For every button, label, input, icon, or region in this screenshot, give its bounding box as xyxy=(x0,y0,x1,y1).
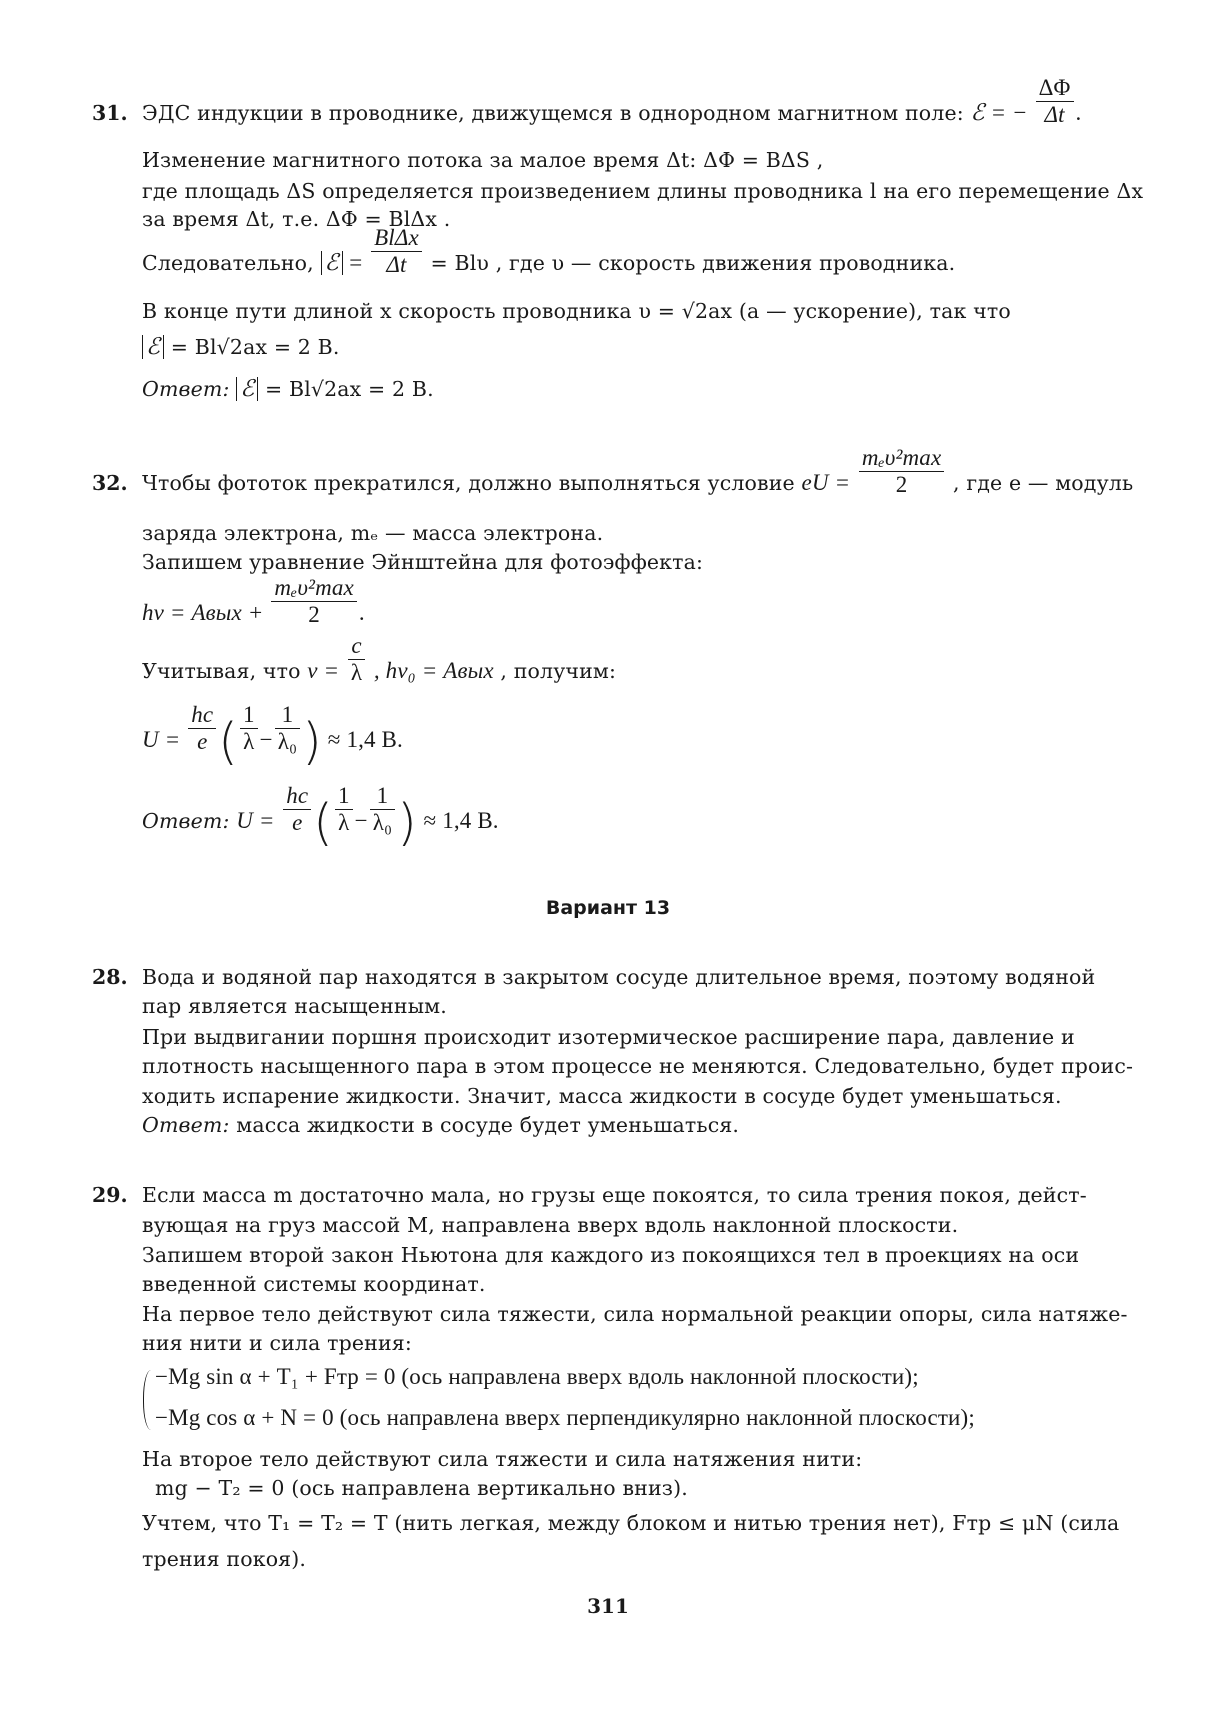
p28-answer: Ответ: масса жидкости в сосуде будет уменьшаться. xyxy=(142,1113,740,1137)
p32-einstein-equation: hν = Aвых + $\frac{\text{mₑυ²max}}{2}$ . xyxy=(142,575,365,628)
p32-line-1: Чтобы фототок прекратился, должно выполняться условие eU = $\frac{\text{mₑυ²max}}{2}$ , где e — модуль xyxy=(142,445,1134,497)
p29-system-eq-1: −Mg sin α + T₁ + Fтр = 0 (ось направлена вверх вдоль наклонной плоскости); xyxy=(155,1364,919,1389)
p31-line-5: Следовательно, ℰ = $\frac{\text{BlΔx}}{\Delta t}$ = Blυ , где υ — скорость движения проводника. xyxy=(142,225,956,277)
p29-line-10: mg − T₂ = 0 (ось направлена вертикально вниз). xyxy=(155,1476,688,1500)
p29-line-9: На второе тело действуют сила тяжести и сила натяжения нити: xyxy=(142,1447,863,1471)
p31-line-6: В конце пути длиной x скорость проводника υ = √2ax (a — ускорение), так что xyxy=(142,299,1011,323)
p29-line-6: ния нити и сила трения: xyxy=(142,1331,412,1355)
problem-number-31: 31. xyxy=(92,101,128,125)
p29-line-4: введенной системы координат. xyxy=(142,1272,486,1296)
p31-line-1: ЭДС индукции в проводнике, движущемся в однородном магнитном поле: ℰ = − $\frac{\Delta\Phi}{\Delta t}$ . xyxy=(142,75,1082,128)
p29-line-1: Если масса m достаточно мала, но грузы еще покоятся, то сила трения покоя, дейст- xyxy=(142,1183,1087,1207)
p29-system-eq-2: −Mg cos α + N = 0 (ось направлена вверх перпендикулярно наклонной плоскости); xyxy=(155,1405,975,1430)
p31-answer: Ответ: ℰ = Bl√2ax = 2 В. xyxy=(142,376,434,401)
system-brace xyxy=(143,1370,152,1430)
p28-line-5: ходить испарение жидкости. Значит, масса жидкости в сосуде будет уменьшаться. xyxy=(142,1084,1062,1108)
p32-line-5: Учитывая, что ν = $\frac{c}{\lambda}$ , hν₀ = Aвых , получим: xyxy=(142,633,617,685)
page-number: 311 xyxy=(587,1594,629,1618)
p29-line-12: трения покоя). xyxy=(142,1547,307,1571)
p29-line-5: На первое тело действуют сила тяжести, сила нормальной реакции опоры, сила натяже- xyxy=(142,1302,1128,1326)
problem-number-29: 29. xyxy=(92,1183,128,1207)
p28-line-4: плотность насыщенного пара в этом процессе не меняются. Следовательно, будет проис- xyxy=(142,1054,1134,1078)
p32-line-2: заряда электрона, mₑ — масса электрона. xyxy=(142,521,604,545)
p31-line-3: где площадь ΔS определяется произведением длины проводника l на его перемещение Δx xyxy=(142,179,1144,203)
variant-heading: Вариант 13 xyxy=(545,897,671,919)
problem-number-28: 28. xyxy=(92,965,128,989)
p32-voltage-equation: U = $\frac{hc}{e}$ ( $\frac{1}{\lambda}$ − $\frac{1}{\text{λ₀}}$ ) ≈ 1,4 В. xyxy=(142,702,403,771)
p31-line-2: Изменение магнитного потока за малое время Δt: ΔΦ = BΔS , xyxy=(142,148,824,172)
p31-emf-formula: ℰ = − $\frac{\Delta\Phi}{\Delta t}$ . xyxy=(970,75,1082,128)
p32-line-3: Запишем уравнение Эйнштейна для фотоэффекта: xyxy=(142,550,704,574)
p28-line-3: При выдвигании поршня происходит изотермическое расширение пара, давление и xyxy=(142,1025,1075,1049)
p28-line-1: Вода и водяной пар находятся в закрытом сосуде длительное время, поэтому водяной xyxy=(142,965,1096,989)
p29-line-11: Учтем, что T₁ = T₂ = T (нить легкая, между блоком и нитью трения нет), Fтр ≤ μN (сила xyxy=(142,1511,1120,1535)
p28-line-2: пар является насыщенным. xyxy=(142,994,447,1018)
p31-line-4: за время Δt, т.е. ΔΦ = BlΔx . xyxy=(142,207,451,231)
problem-number-32: 32. xyxy=(92,471,128,495)
p31-line-7: ℰ = Bl√2ax = 2 В. xyxy=(142,334,340,360)
p32-answer: Ответ: U = $\frac{hc}{e}$ ( $\frac{1}{\lambda}$ − $\frac{1}{\text{λ₀}}$ ) ≈ 1,4 В. xyxy=(142,783,499,852)
p29-line-3: Запишем второй закон Ньютона для каждого из покоящихся тел в проекциях на оси xyxy=(142,1243,1080,1267)
p29-line-2: вующая на груз массой M, направлена вверх вдоль наклонной плоскости. xyxy=(142,1213,959,1237)
